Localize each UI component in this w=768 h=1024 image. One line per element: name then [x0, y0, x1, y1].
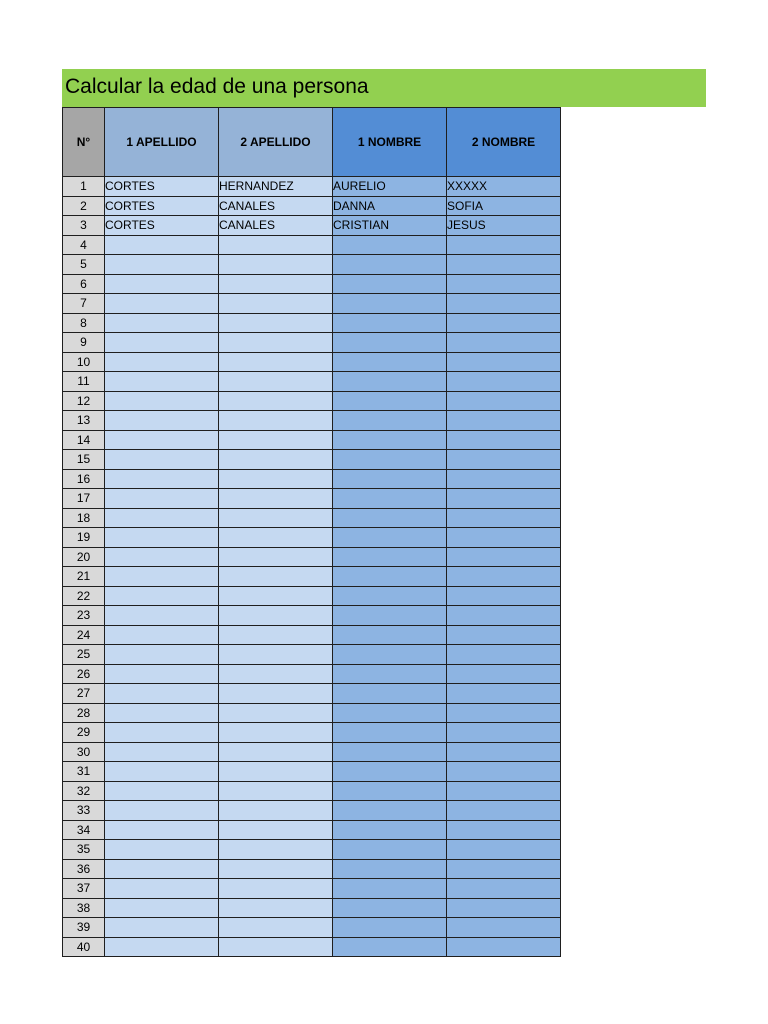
cell-apellido-1[interactable] — [105, 937, 219, 957]
table-row — [63, 742, 561, 762]
cell-nombre-1[interactable] — [333, 372, 447, 392]
table-row — [63, 586, 561, 606]
cell-apellido-2[interactable] — [219, 664, 333, 684]
table-row — [63, 235, 561, 255]
cell-apellido-1[interactable] — [105, 645, 219, 665]
table-row — [63, 703, 561, 723]
cell-nombre-2[interactable] — [447, 450, 561, 470]
table-row — [63, 937, 561, 957]
cell-apellido-2[interactable] — [219, 918, 333, 938]
cell-apellido-2[interactable] — [219, 372, 333, 392]
table-row — [63, 567, 561, 587]
cell-nombre-2[interactable] — [447, 333, 561, 353]
cell-apellido-1[interactable] — [105, 391, 219, 411]
cell-nombre-1[interactable]: CRISTIAN — [333, 216, 447, 236]
header-apellido-2[interactable]: 2 APELLIDO — [219, 108, 333, 177]
cell-apellido-1[interactable] — [105, 606, 219, 626]
cell-nombre-1[interactable] — [333, 235, 447, 255]
cell-apellido-2[interactable] — [219, 489, 333, 509]
cell-apellido-2[interactable] — [219, 411, 333, 431]
cell-num[interactable]: 32 — [63, 781, 105, 801]
cell-num[interactable]: 34 — [63, 820, 105, 840]
cell-nombre-2[interactable] — [447, 352, 561, 372]
cell-apellido-2[interactable] — [219, 313, 333, 333]
cell-apellido-1[interactable] — [105, 508, 219, 528]
cell-num[interactable]: 23 — [63, 606, 105, 626]
cell-nombre-2[interactable] — [447, 703, 561, 723]
cell-nombre-2[interactable] — [447, 294, 561, 314]
cell-num[interactable]: 31 — [63, 762, 105, 782]
cell-nombre-1[interactable] — [333, 645, 447, 665]
cell-apellido-2[interactable] — [219, 801, 333, 821]
table-row — [63, 859, 561, 879]
cell-nombre-1[interactable] — [333, 450, 447, 470]
cell-nombre-1[interactable] — [333, 625, 447, 645]
cell-nombre-2[interactable] — [447, 742, 561, 762]
cell-apellido-1[interactable] — [105, 879, 219, 899]
table-row — [63, 664, 561, 684]
cell-nombre-1[interactable] — [333, 937, 447, 957]
cell-num[interactable]: 7 — [63, 294, 105, 314]
cell-nombre-2[interactable] — [447, 762, 561, 782]
cell-nombre-2[interactable]: SOFIA — [447, 196, 561, 216]
cell-nombre-2[interactable] — [447, 898, 561, 918]
cell-apellido-2[interactable]: CANALES — [219, 196, 333, 216]
cell-nombre-1[interactable] — [333, 879, 447, 899]
table-row — [63, 430, 561, 450]
cell-apellido-2[interactable]: HERNANDEZ — [219, 177, 333, 197]
cell-apellido-2[interactable] — [219, 625, 333, 645]
table-row — [63, 801, 561, 821]
cell-num[interactable]: 4 — [63, 235, 105, 255]
cell-apellido-2[interactable] — [219, 567, 333, 587]
table-row — [63, 625, 561, 645]
persons-table — [62, 107, 561, 957]
cell-apellido-1[interactable] — [105, 586, 219, 606]
cell-apellido-1[interactable] — [105, 918, 219, 938]
table-row — [63, 840, 561, 860]
table-row — [63, 411, 561, 431]
table-row — [63, 898, 561, 918]
cell-apellido-1[interactable] — [105, 742, 219, 762]
cell-nombre-2[interactable] — [447, 918, 561, 938]
table-row — [63, 918, 561, 938]
cell-apellido-2[interactable] — [219, 255, 333, 275]
cell-apellido-2[interactable] — [219, 469, 333, 489]
table-row — [63, 450, 561, 470]
cell-nombre-1[interactable] — [333, 859, 447, 879]
table-row — [63, 820, 561, 840]
table-row — [63, 352, 561, 372]
cell-apellido-1[interactable] — [105, 411, 219, 431]
cell-num[interactable]: 9 — [63, 333, 105, 353]
cell-apellido-2[interactable] — [219, 937, 333, 957]
cell-nombre-1[interactable] — [333, 352, 447, 372]
cell-nombre-2[interactable] — [447, 937, 561, 957]
cell-apellido-1[interactable] — [105, 313, 219, 333]
table-row — [63, 781, 561, 801]
header-row — [63, 108, 561, 177]
cell-apellido-2[interactable] — [219, 820, 333, 840]
header-num[interactable]: N° — [63, 108, 105, 177]
cell-apellido-1[interactable] — [105, 547, 219, 567]
cell-nombre-2[interactable] — [447, 801, 561, 821]
cell-num[interactable]: 12 — [63, 391, 105, 411]
cell-apellido-1[interactable] — [105, 703, 219, 723]
cell-num[interactable]: 19 — [63, 528, 105, 548]
cell-nombre-2[interactable] — [447, 489, 561, 509]
cell-num[interactable]: 40 — [63, 937, 105, 957]
cell-nombre-1[interactable] — [333, 606, 447, 626]
table-row — [63, 469, 561, 489]
cell-nombre-1[interactable] — [333, 723, 447, 743]
cell-num[interactable]: 10 — [63, 352, 105, 372]
cell-nombre-1[interactable] — [333, 684, 447, 704]
cell-num[interactable]: 14 — [63, 430, 105, 450]
cell-nombre-1[interactable] — [333, 313, 447, 333]
cell-apellido-1[interactable] — [105, 859, 219, 879]
cell-nombre-1[interactable] — [333, 528, 447, 548]
cell-num[interactable]: 3 — [63, 216, 105, 236]
cell-nombre-1[interactable] — [333, 801, 447, 821]
cell-apellido-1[interactable] — [105, 723, 219, 743]
table-row — [63, 313, 561, 333]
cell-num[interactable]: 24 — [63, 625, 105, 645]
cell-apellido-2[interactable] — [219, 547, 333, 567]
cell-apellido-2[interactable]: CANALES — [219, 216, 333, 236]
table-row — [63, 196, 561, 216]
table-row — [63, 177, 561, 197]
cell-nombre-2[interactable] — [447, 606, 561, 626]
cell-apellido-2[interactable] — [219, 645, 333, 665]
cell-apellido-1[interactable] — [105, 235, 219, 255]
cell-apellido-2[interactable] — [219, 333, 333, 353]
table-row — [63, 762, 561, 782]
cell-nombre-2[interactable] — [447, 723, 561, 743]
cell-nombre-1[interactable] — [333, 333, 447, 353]
cell-nombre-2[interactable] — [447, 255, 561, 275]
cell-apellido-1[interactable] — [105, 625, 219, 645]
cell-nombre-1[interactable] — [333, 586, 447, 606]
cell-apellido-1[interactable] — [105, 255, 219, 275]
table-row — [63, 547, 561, 567]
cell-apellido-2[interactable] — [219, 703, 333, 723]
cell-apellido-1[interactable] — [105, 294, 219, 314]
cell-num[interactable]: 36 — [63, 859, 105, 879]
cell-apellido-2[interactable] — [219, 879, 333, 899]
cell-nombre-1[interactable] — [333, 469, 447, 489]
cell-nombre-1[interactable] — [333, 703, 447, 723]
cell-apellido-1[interactable] — [105, 469, 219, 489]
cell-nombre-2[interactable] — [447, 781, 561, 801]
cell-num[interactable]: 37 — [63, 879, 105, 899]
cell-apellido-2[interactable] — [219, 684, 333, 704]
cell-apellido-1[interactable] — [105, 352, 219, 372]
cell-apellido-1[interactable] — [105, 489, 219, 509]
cell-nombre-1[interactable] — [333, 255, 447, 275]
cell-nombre-2[interactable]: JESUS — [447, 216, 561, 236]
cell-num[interactable]: 1 — [63, 177, 105, 197]
cell-apellido-2[interactable] — [219, 294, 333, 314]
cell-nombre-2[interactable] — [447, 528, 561, 548]
table-row — [63, 294, 561, 314]
cell-apellido-1[interactable]: CORTES — [105, 177, 219, 197]
cell-nombre-1[interactable] — [333, 664, 447, 684]
cell-nombre-1[interactable] — [333, 742, 447, 762]
header-apellido-1[interactable]: 1 APELLIDO — [105, 108, 219, 177]
cell-num[interactable]: 15 — [63, 450, 105, 470]
cell-nombre-1[interactable] — [333, 430, 447, 450]
cell-nombre-1[interactable] — [333, 294, 447, 314]
cell-nombre-2[interactable] — [447, 547, 561, 567]
cell-nombre-2[interactable] — [447, 625, 561, 645]
cell-num[interactable]: 17 — [63, 489, 105, 509]
cell-nombre-1[interactable]: DANNA — [333, 196, 447, 216]
cell-num[interactable]: 18 — [63, 508, 105, 528]
cell-num[interactable]: 25 — [63, 645, 105, 665]
cell-nombre-2[interactable] — [447, 235, 561, 255]
cell-nombre-2[interactable] — [447, 567, 561, 587]
cell-nombre-1[interactable] — [333, 918, 447, 938]
cell-num[interactable]: 21 — [63, 567, 105, 587]
cell-nombre-1[interactable] — [333, 547, 447, 567]
table-row — [63, 255, 561, 275]
cell-apellido-2[interactable] — [219, 430, 333, 450]
cell-apellido-1[interactable]: CORTES — [105, 196, 219, 216]
cell-nombre-2[interactable] — [447, 274, 561, 294]
cell-nombre-2[interactable] — [447, 840, 561, 860]
cell-num[interactable]: 28 — [63, 703, 105, 723]
cell-nombre-2[interactable] — [447, 645, 561, 665]
table-row — [63, 684, 561, 704]
cell-apellido-1[interactable] — [105, 333, 219, 353]
cell-nombre-1[interactable] — [333, 762, 447, 782]
cell-apellido-2[interactable] — [219, 450, 333, 470]
cell-num[interactable]: 33 — [63, 801, 105, 821]
table-row — [63, 216, 561, 236]
cell-apellido-1[interactable] — [105, 528, 219, 548]
cell-nombre-1[interactable] — [333, 898, 447, 918]
cell-apellido-2[interactable] — [219, 742, 333, 762]
cell-num[interactable]: 5 — [63, 255, 105, 275]
table-row — [63, 645, 561, 665]
cell-apellido-1[interactable] — [105, 372, 219, 392]
cell-apellido-2[interactable] — [219, 391, 333, 411]
cell-nombre-1[interactable] — [333, 781, 447, 801]
cell-apellido-2[interactable] — [219, 274, 333, 294]
cell-apellido-2[interactable] — [219, 508, 333, 528]
cell-num[interactable]: 11 — [63, 372, 105, 392]
table-row — [63, 606, 561, 626]
table-row — [63, 528, 561, 548]
cell-nombre-1[interactable] — [333, 391, 447, 411]
cell-nombre-2[interactable] — [447, 879, 561, 899]
page-title: Calcular la edad de una persona — [65, 75, 369, 98]
cell-apellido-2[interactable] — [219, 235, 333, 255]
cell-apellido-1[interactable] — [105, 898, 219, 918]
cell-apellido-1[interactable] — [105, 430, 219, 450]
header-nombre-2[interactable]: 2 NOMBRE — [447, 108, 561, 177]
cell-apellido-1[interactable] — [105, 567, 219, 587]
cell-num[interactable]: 29 — [63, 723, 105, 743]
cell-apellido-1[interactable] — [105, 820, 219, 840]
cell-apellido-1[interactable]: CORTES — [105, 216, 219, 236]
table-row — [63, 508, 561, 528]
cell-apellido-2[interactable] — [219, 606, 333, 626]
cell-apellido-2[interactable] — [219, 762, 333, 782]
cell-num[interactable]: 26 — [63, 664, 105, 684]
cell-nombre-2[interactable] — [447, 820, 561, 840]
cell-apellido-1[interactable] — [105, 274, 219, 294]
table-row — [63, 723, 561, 743]
cell-nombre-2[interactable] — [447, 469, 561, 489]
cell-nombre-2[interactable] — [447, 430, 561, 450]
cell-nombre-2[interactable] — [447, 372, 561, 392]
cell-num[interactable]: 16 — [63, 469, 105, 489]
cell-nombre-1[interactable] — [333, 274, 447, 294]
table-row — [63, 879, 561, 899]
cell-apellido-1[interactable] — [105, 664, 219, 684]
cell-apellido-2[interactable] — [219, 781, 333, 801]
table-row — [63, 372, 561, 392]
cell-num[interactable]: 22 — [63, 586, 105, 606]
cell-nombre-2[interactable] — [447, 411, 561, 431]
cell-apellido-1[interactable] — [105, 684, 219, 704]
cell-num[interactable]: 27 — [63, 684, 105, 704]
cell-apellido-2[interactable] — [219, 859, 333, 879]
cell-apellido-2[interactable] — [219, 352, 333, 372]
cell-nombre-2[interactable] — [447, 586, 561, 606]
cell-nombre-2[interactable] — [447, 684, 561, 704]
cell-nombre-2[interactable] — [447, 859, 561, 879]
cell-nombre-2[interactable] — [447, 508, 561, 528]
table-row — [63, 489, 561, 509]
table-row — [63, 333, 561, 353]
cell-num[interactable]: 35 — [63, 840, 105, 860]
table-row — [63, 391, 561, 411]
cell-nombre-2[interactable]: XXXXX — [447, 177, 561, 197]
cell-nombre-1[interactable]: AURELIO — [333, 177, 447, 197]
cell-apellido-1[interactable] — [105, 762, 219, 782]
cell-nombre-1[interactable] — [333, 489, 447, 509]
cell-nombre-2[interactable] — [447, 313, 561, 333]
cell-apellido-1[interactable] — [105, 781, 219, 801]
cell-nombre-1[interactable] — [333, 508, 447, 528]
cell-nombre-2[interactable] — [447, 391, 561, 411]
cell-apellido-2[interactable] — [219, 528, 333, 548]
cell-nombre-1[interactable] — [333, 411, 447, 431]
title-banner — [62, 69, 706, 107]
cell-nombre-2[interactable] — [447, 664, 561, 684]
cell-num[interactable]: 2 — [63, 196, 105, 216]
cell-apellido-2[interactable] — [219, 586, 333, 606]
cell-num[interactable]: 20 — [63, 547, 105, 567]
cell-num[interactable]: 30 — [63, 742, 105, 762]
cell-apellido-2[interactable] — [219, 723, 333, 743]
cell-num[interactable]: 38 — [63, 898, 105, 918]
cell-num[interactable]: 8 — [63, 313, 105, 333]
cell-nombre-1[interactable] — [333, 567, 447, 587]
cell-num[interactable]: 6 — [63, 274, 105, 294]
header-nombre-1[interactable]: 1 NOMBRE — [333, 108, 447, 177]
cell-apellido-2[interactable] — [219, 898, 333, 918]
cell-nombre-1[interactable] — [333, 820, 447, 840]
cell-apellido-1[interactable] — [105, 801, 219, 821]
cell-num[interactable]: 39 — [63, 918, 105, 938]
cell-nombre-1[interactable] — [333, 840, 447, 860]
cell-apellido-2[interactable] — [219, 840, 333, 860]
cell-num[interactable]: 13 — [63, 411, 105, 431]
table-row — [63, 274, 561, 294]
cell-apellido-1[interactable] — [105, 840, 219, 860]
cell-apellido-1[interactable] — [105, 450, 219, 470]
